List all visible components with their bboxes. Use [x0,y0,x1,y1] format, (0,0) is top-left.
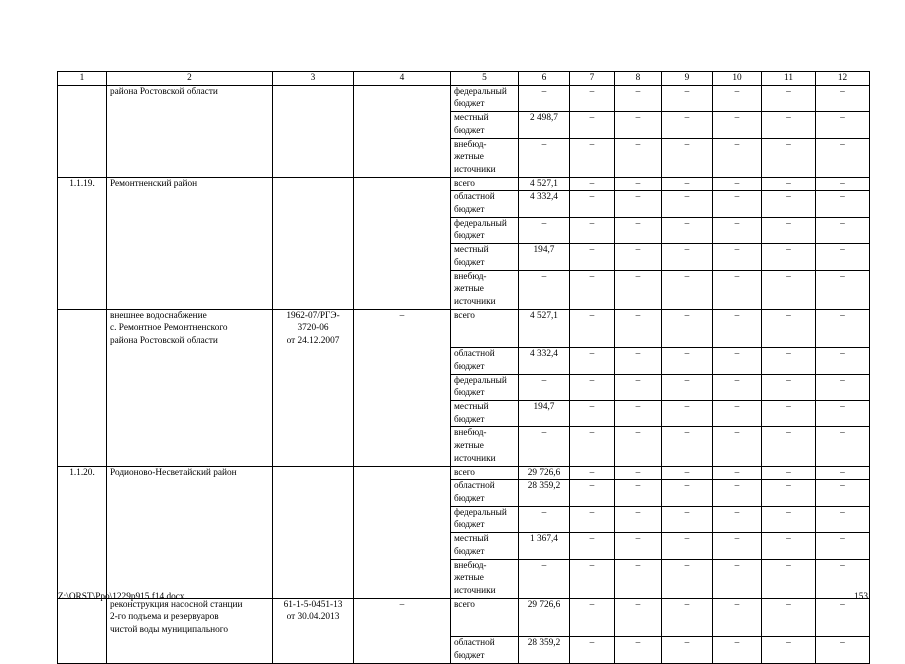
cell-number [58,112,107,138]
cell-col7: – [570,138,615,177]
cell-col4 [354,244,451,270]
cell-col12: – [816,598,870,637]
table-row [58,533,870,559]
cell-col11: – [762,466,816,480]
page-number: 153 [854,592,868,602]
cell-amount: 28 359,2 [519,480,570,506]
cell-source: областной бюджет [451,348,519,374]
cell-source: федеральный бюджет [451,217,519,243]
cell-col11: – [762,217,816,243]
cell-number [58,244,107,270]
cell-col11: – [762,374,816,400]
cell-source: внебюд- жетные источники [451,138,519,177]
cell-col12: – [816,244,870,270]
cell-col12: – [816,374,870,400]
cell-col12: – [816,85,870,111]
cell-amount: 194,7 [519,244,570,270]
cell-name: внешнее водоснабжение с. Ремонтное Ремонтненского района Ростовской области [107,309,273,348]
cell-col8: – [615,506,662,532]
cell-name [107,401,273,427]
cell-col10: – [713,85,762,111]
header-col-10: 10 [713,72,762,86]
cell-source: областной бюджет [451,480,519,506]
cell-col11: – [762,177,816,191]
cell-col8: – [615,480,662,506]
cell-col11: – [762,401,816,427]
cell-col7: – [570,559,615,598]
cell-col9: – [662,506,713,532]
cell-number: 1.1.19. [58,177,107,191]
cell-col9: – [662,374,713,400]
cell-name: Ремонтненский район [107,177,273,191]
cell-col7: – [570,270,615,309]
cell-col7: – [570,348,615,374]
cell-col8: – [615,533,662,559]
cell-source: всего [451,466,519,480]
cell-number [58,217,107,243]
cell-col7: – [570,506,615,532]
cell-number [58,506,107,532]
cell-col7: – [570,112,615,138]
cell-col4 [354,85,451,111]
table-header-row [58,72,870,86]
table-row [58,270,870,309]
cell-amount: – [519,559,570,598]
cell-source: федеральный бюджет [451,506,519,532]
cell-col12: – [816,533,870,559]
cell-document: 61-1-5-0451-13 от 30.04.2013 [273,598,354,637]
table-row [58,506,870,532]
cell-source: федеральный бюджет [451,374,519,400]
cell-col10: – [713,191,762,217]
cell-document [273,177,354,191]
cell-col9: – [662,637,713,663]
cell-number [58,598,107,637]
cell-col11: – [762,270,816,309]
cell-col12: – [816,466,870,480]
cell-col12: – [816,427,870,466]
cell-col8: – [615,138,662,177]
cell-document [273,112,354,138]
cell-document [273,138,354,177]
cell-number [58,270,107,309]
cell-col9: – [662,112,713,138]
cell-col8: – [615,217,662,243]
cell-amount: – [519,374,570,400]
cell-col11: – [762,533,816,559]
table-row [58,480,870,506]
cell-source: федеральный бюджет [451,85,519,111]
cell-col8: – [615,309,662,348]
cell-col8: – [615,270,662,309]
cell-source: местный бюджет [451,244,519,270]
header-col-8: 8 [615,72,662,86]
cell-col4 [354,217,451,243]
cell-number [58,637,107,663]
cell-col8: – [615,348,662,374]
header-col-5: 5 [451,72,519,86]
cell-col8: – [615,112,662,138]
cell-col4 [354,506,451,532]
cell-col12: – [816,506,870,532]
cell-col12: – [816,217,870,243]
cell-col4: – [354,598,451,637]
cell-document [273,637,354,663]
cell-col4 [354,533,451,559]
cell-name [107,374,273,400]
cell-col10: – [713,217,762,243]
cell-col4 [354,270,451,309]
cell-number [58,401,107,427]
cell-col7: – [570,309,615,348]
header-col-2: 2 [107,72,273,86]
cell-document [273,466,354,480]
cell-col9: – [662,138,713,177]
cell-name: Родионово-Несветайский район [107,466,273,480]
table-row [58,374,870,400]
cell-amount: 2 498,7 [519,112,570,138]
cell-col10: – [713,348,762,374]
cell-name [107,348,273,374]
cell-col12: – [816,401,870,427]
cell-col11: – [762,637,816,663]
cell-col9: – [662,427,713,466]
cell-col10: – [713,309,762,348]
cell-name: реконструкция насосной станции 2-го подъема и резервуаров чистой воды муниципального [107,598,273,637]
cell-col10: – [713,598,762,637]
cell-amount: – [519,138,570,177]
table-row [58,85,870,111]
cell-name [107,217,273,243]
cell-amount: – [519,427,570,466]
table-row [58,138,870,177]
cell-col11: – [762,348,816,374]
cell-document [273,480,354,506]
cell-col9: – [662,270,713,309]
cell-number [58,138,107,177]
cell-col12: – [816,637,870,663]
cell-col7: – [570,244,615,270]
cell-col7: – [570,427,615,466]
cell-document [273,401,354,427]
cell-col8: – [615,559,662,598]
cell-col7: – [570,177,615,191]
cell-amount: 1 367,4 [519,533,570,559]
cell-col4 [354,374,451,400]
cell-source: внебюд- жетные источники [451,270,519,309]
cell-document [273,191,354,217]
cell-col10: – [713,559,762,598]
cell-document [273,374,354,400]
cell-col4 [354,112,451,138]
cell-source: внебюд- жетные источники [451,559,519,598]
table-row [58,244,870,270]
cell-document [273,559,354,598]
cell-source: внебюд- жетные источники [451,427,519,466]
cell-number [58,480,107,506]
cell-amount: 194,7 [519,401,570,427]
cell-col4 [354,177,451,191]
cell-col8: – [615,191,662,217]
table-row [58,217,870,243]
cell-col10: – [713,637,762,663]
cell-col8: – [615,401,662,427]
cell-amount: 28 359,2 [519,637,570,663]
cell-document [273,506,354,532]
table-row [58,348,870,374]
cell-col9: – [662,598,713,637]
table-row [58,598,870,637]
cell-amount: – [519,85,570,111]
cell-name [107,637,273,663]
cell-col11: – [762,138,816,177]
cell-source: местный бюджет [451,533,519,559]
cell-col10: – [713,244,762,270]
cell-document [273,533,354,559]
cell-col11: – [762,598,816,637]
footer-file-path: Z:\ORST\Ppo\1229p915.f14.docx [58,592,185,602]
table-row [58,637,870,663]
cell-name [107,270,273,309]
cell-col12: – [816,348,870,374]
header-col-11: 11 [762,72,816,86]
cell-col10: – [713,270,762,309]
cell-col12: – [816,480,870,506]
cell-col12: – [816,112,870,138]
cell-col9: – [662,177,713,191]
cell-col7: – [570,191,615,217]
cell-number [58,374,107,400]
cell-col7: – [570,85,615,111]
header-col-6: 6 [519,72,570,86]
cell-document [273,244,354,270]
cell-document: 1962-07/РГЭ- 3720-06 от 24.12.2007 [273,309,354,348]
cell-col8: – [615,374,662,400]
cell-document [273,217,354,243]
cell-number: 1.1.20. [58,466,107,480]
cell-document [273,85,354,111]
table-row [58,401,870,427]
table-row [58,191,870,217]
cell-col7: – [570,637,615,663]
cell-col11: – [762,559,816,598]
cell-col11: – [762,191,816,217]
cell-col9: – [662,217,713,243]
cell-col10: – [713,177,762,191]
cell-number [58,427,107,466]
cell-col9: – [662,401,713,427]
cell-col4 [354,427,451,466]
header-col-12: 12 [816,72,870,86]
cell-col10: – [713,401,762,427]
cell-col9: – [662,85,713,111]
cell-col4 [354,348,451,374]
cell-document [273,427,354,466]
cell-col11: – [762,480,816,506]
cell-col9: – [662,309,713,348]
cell-col9: – [662,244,713,270]
cell-col4 [354,480,451,506]
cell-col10: – [713,466,762,480]
cell-amount: – [519,506,570,532]
table-row [58,427,870,466]
cell-amount: – [519,270,570,309]
cell-col8: – [615,637,662,663]
table-row [58,466,870,480]
cell-col10: – [713,374,762,400]
cell-name [107,112,273,138]
cell-col8: – [615,85,662,111]
cell-col12: – [816,270,870,309]
cell-amount: 4 332,4 [519,191,570,217]
cell-name [107,427,273,466]
cell-name [107,138,273,177]
cell-col8: – [615,598,662,637]
cell-col7: – [570,401,615,427]
cell-col11: – [762,85,816,111]
cell-col7: – [570,374,615,400]
cell-col7: – [570,217,615,243]
cell-col4 [354,466,451,480]
cell-col10: – [713,480,762,506]
cell-source: всего [451,598,519,637]
cell-col9: – [662,533,713,559]
cell-col9: – [662,480,713,506]
cell-amount: – [519,217,570,243]
cell-col11: – [762,112,816,138]
cell-amount: 4 527,1 [519,309,570,348]
cell-amount: 4 527,1 [519,177,570,191]
header-col-3: 3 [273,72,354,86]
cell-name [107,533,273,559]
cell-col7: – [570,533,615,559]
cell-col9: – [662,348,713,374]
cell-col4 [354,559,451,598]
cell-col11: – [762,427,816,466]
cell-amount: 29 726,6 [519,466,570,480]
cell-col7: – [570,466,615,480]
cell-col4 [354,138,451,177]
cell-source: областной бюджет [451,637,519,663]
header-col-9: 9 [662,72,713,86]
header-col-4: 4 [354,72,451,86]
cell-col8: – [615,177,662,191]
cell-col10: – [713,533,762,559]
cell-col4 [354,401,451,427]
cell-col4: – [354,309,451,348]
cell-col10: – [713,112,762,138]
cell-col11: – [762,309,816,348]
cell-amount: 4 332,4 [519,348,570,374]
cell-source: всего [451,309,519,348]
table-row [58,112,870,138]
cell-name [107,480,273,506]
cell-document [273,348,354,374]
cell-number [58,309,107,348]
cell-document [273,270,354,309]
cell-name [107,244,273,270]
cell-col4 [354,637,451,663]
cell-col12: – [816,559,870,598]
cell-source: всего [451,177,519,191]
cell-number [58,533,107,559]
cell-name [107,191,273,217]
cell-col12: – [816,191,870,217]
cell-col11: – [762,244,816,270]
cell-source: местный бюджет [451,401,519,427]
cell-col12: – [816,309,870,348]
cell-number [58,191,107,217]
cell-name [107,506,273,532]
cell-col9: – [662,559,713,598]
header-col-1: 1 [58,72,107,86]
cell-amount: 29 726,6 [519,598,570,637]
cell-col12: – [816,138,870,177]
cell-col7: – [570,480,615,506]
cell-name: района Ростовской области [107,85,273,111]
cell-col10: – [713,138,762,177]
document-table [57,71,870,664]
cell-col10: – [713,427,762,466]
cell-col9: – [662,191,713,217]
cell-number [58,85,107,111]
cell-source: местный бюджет [451,112,519,138]
table-row [58,177,870,191]
cell-col9: – [662,466,713,480]
header-col-7: 7 [570,72,615,86]
cell-col11: – [762,506,816,532]
cell-col4 [354,191,451,217]
cell-col12: – [816,177,870,191]
cell-source: областной бюджет [451,191,519,217]
cell-col10: – [713,506,762,532]
cell-col8: – [615,244,662,270]
cell-col7: – [570,598,615,637]
table-row [58,309,870,348]
cell-col8: – [615,466,662,480]
cell-number [58,348,107,374]
cell-col8: – [615,427,662,466]
